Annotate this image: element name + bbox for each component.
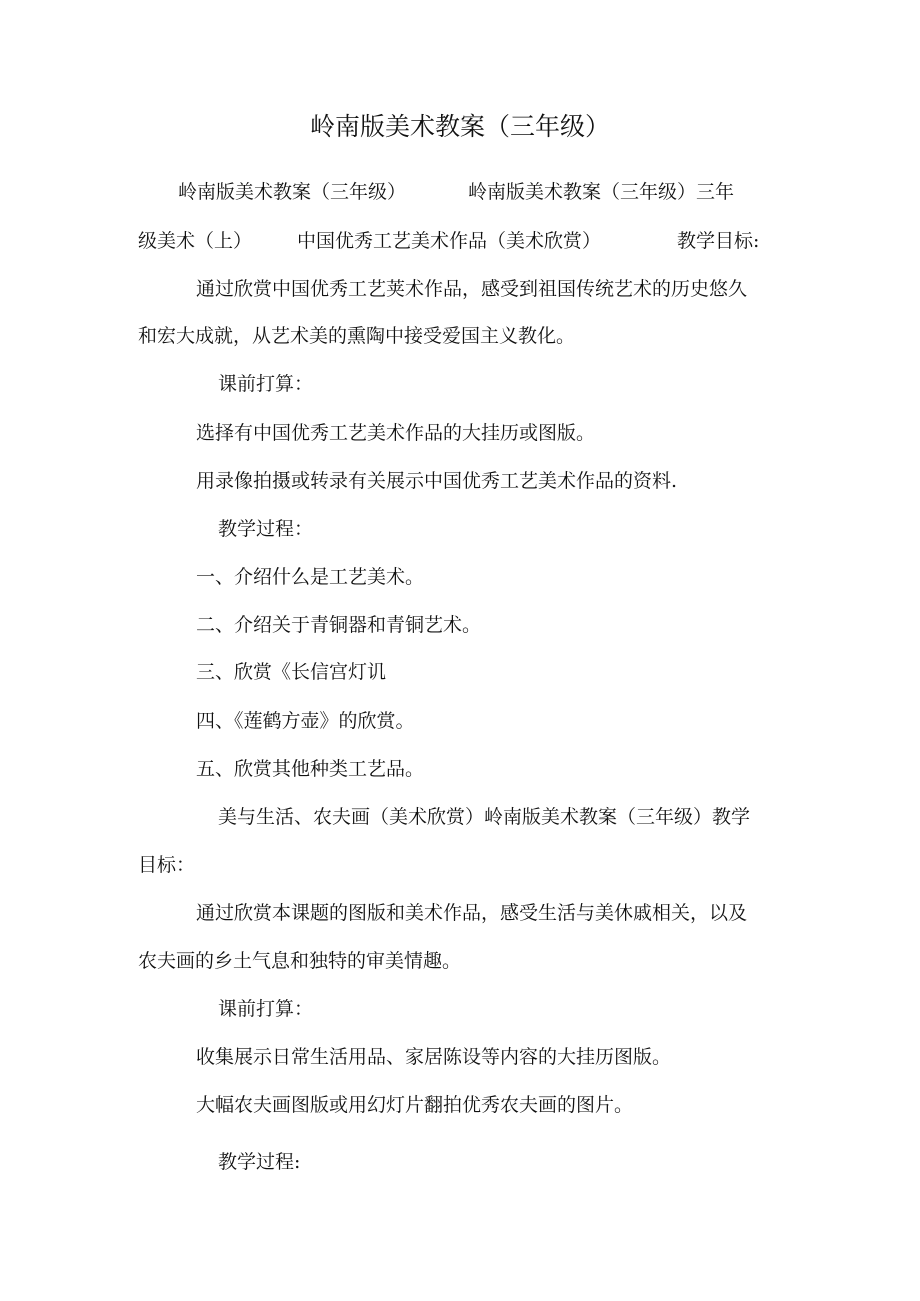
paragraph-line: 农夫画的乡土气息和独特的审美情趣。 — [138, 950, 462, 972]
paragraph-line: 级美术（上） — [138, 230, 253, 252]
list-item: 二、介绍关于青铜器和青铜艺术。 — [196, 614, 482, 636]
document-title: 岭南版美术教案（三年级） — [309, 112, 610, 141]
section-heading: 教学过程： — [218, 518, 314, 540]
paragraph-line: 岭南版美术教案（三年级）三年 — [468, 181, 735, 203]
section-heading: 教学过程: — [218, 1151, 301, 1173]
section-heading: 课前打算： — [218, 998, 314, 1020]
paragraph-line: 收集展示日常生活用品、家居陈设等内容的大挂历图版。 — [196, 1046, 672, 1068]
list-item: 三、欣赏《长信宫灯讥 — [196, 661, 387, 683]
paragraph-line: 目标： — [138, 854, 196, 876]
paragraph-line: 岭南版美术教案（三年级） — [178, 181, 407, 203]
paragraph-line: 大幅农夫画图版或用幻灯片翻拍优秀农夫画的图片。 — [196, 1094, 634, 1116]
list-item: 一、介绍什么是工艺美术。 — [196, 566, 425, 588]
paragraph-line: 通过欣赏中国优秀工艺荚术作品，感受到祖国传统艺术的历史悠久 — [196, 278, 748, 300]
paragraph-line: 美与生活、农夫画（美术欣赏）岭南版美术教案（三年级）教学 — [218, 806, 751, 828]
paragraph-line: 通过欣赏本课题的图版和美术作品，感受生活与美休戚相关，以及 — [196, 902, 748, 924]
paragraph-line: 教学目标: — [677, 230, 760, 252]
list-item: 四、《莲鹤方壶》的欣赏。 — [196, 710, 415, 732]
paragraph-line: 选择有中国优秀工艺美术作品的大挂历或图版。 — [196, 422, 596, 444]
paragraph-line: 和宏大成就，从艺术美的熏陶中接受爱国主义教化。 — [138, 325, 576, 347]
section-heading: 课前打算： — [218, 373, 314, 395]
paragraph-line: 中国优秀工艺美术作品（美术欣赏） — [297, 230, 602, 252]
paragraph-line: 用录像拍摄或转录有关展示中国优秀工艺美术作品的资料. — [196, 470, 678, 492]
list-item: 五、欣赏其他种类工艺品。 — [196, 758, 425, 780]
